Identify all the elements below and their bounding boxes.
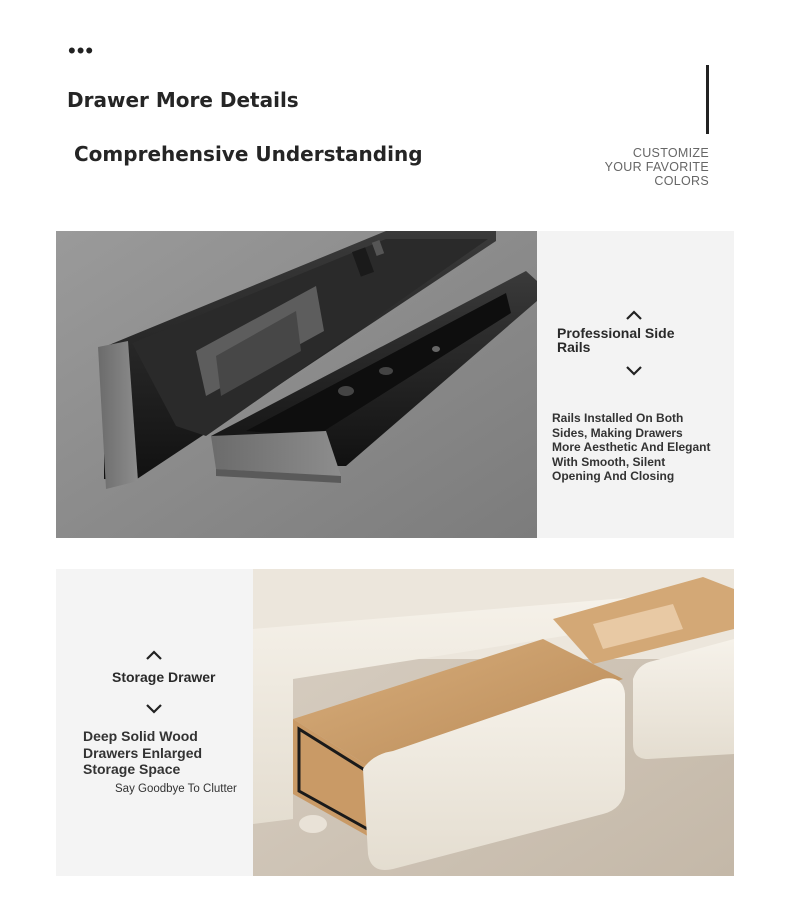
desc-line: With Smooth, Silent: [552, 454, 666, 469]
desc-line: Storage Space: [83, 761, 181, 777]
feature-title-line: Professional Side: [557, 325, 675, 341]
feature-description: [552, 411, 734, 484]
desc-line: Rails Installed On Both: [552, 411, 684, 425]
storage-drawer-photo: [253, 569, 734, 876]
desc-line: Opening And Closing: [552, 469, 675, 483]
chevron-up-icon: [625, 303, 643, 325]
feature-note: Say Goodbye To Clutter: [115, 783, 237, 795]
desc-line: Drawers Enlarged: [83, 744, 203, 761]
feature-title-line: Rails: [557, 339, 591, 355]
chevron-down-icon: [625, 359, 643, 381]
tagline-line: CUSTOMIZE: [632, 146, 709, 160]
storage-drawer-illustration: [253, 569, 734, 876]
tagline-line: COLORS: [654, 174, 709, 188]
desc-line: Deep Solid Wood: [83, 728, 198, 744]
chevron-up-icon: [145, 643, 163, 665]
desc-line: More Aesthetic And Elegant: [552, 440, 711, 454]
page-title-line-2: Comprehensive Understanding: [74, 142, 423, 166]
feature-title: Storage Drawer: [112, 669, 216, 685]
desc-line: Sides, Making Drawers: [552, 425, 683, 440]
chevron-down-icon: [145, 697, 163, 719]
slide-rail-illustration: [56, 231, 537, 538]
customize-colors-tagline: [605, 146, 709, 188]
feature-description: [83, 728, 202, 778]
menu-dots-icon: •••: [68, 38, 95, 63]
feature-title: [557, 326, 674, 354]
tagline-line: YOUR FAVORITE: [604, 160, 709, 174]
page-title-line-1: Drawer More Details: [67, 88, 299, 112]
rail-feature-card: [537, 231, 734, 538]
drawer-feature-card: [56, 569, 253, 876]
vertical-divider: [706, 65, 709, 134]
slide-rail-photo: [56, 231, 537, 538]
